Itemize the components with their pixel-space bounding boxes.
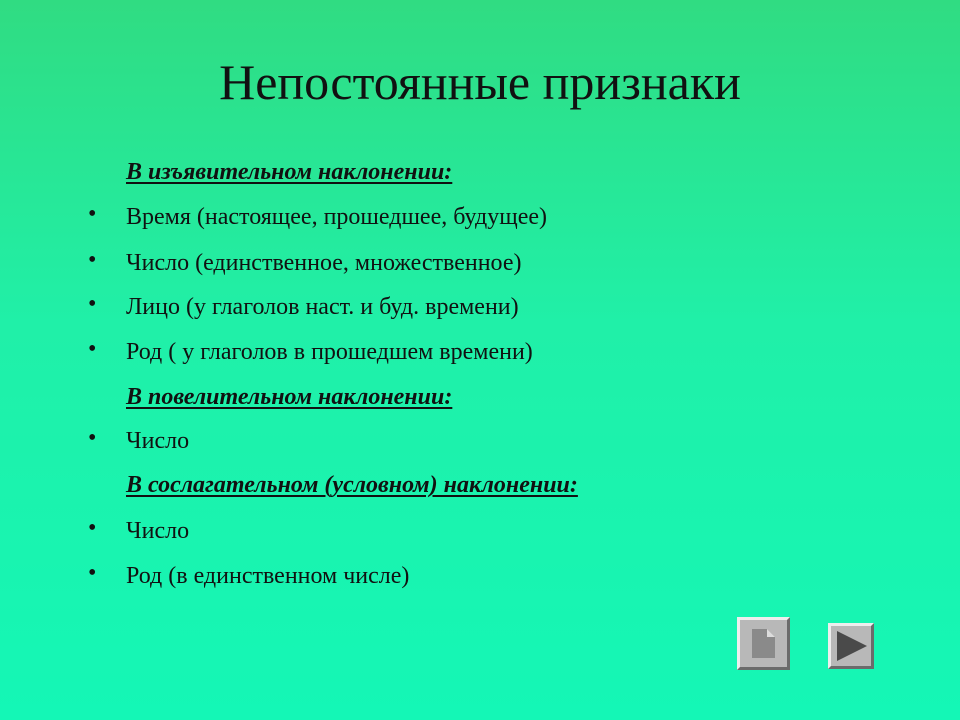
list-item xyxy=(0,202,900,238)
section-heading-imperative: В повелительном наклонении: xyxy=(126,384,453,410)
list-item-text: Число xyxy=(126,518,190,544)
list-item xyxy=(0,561,900,597)
list-item xyxy=(0,292,900,328)
list-item xyxy=(0,426,900,462)
play-arrow-icon xyxy=(831,626,871,666)
bullet-icon: • xyxy=(88,560,97,586)
section-heading-subjunctive: В сослагательном (условном) наклонении: xyxy=(126,472,578,498)
list-item-text: Время (настоящее, прошедшее, будущее) xyxy=(126,204,547,230)
list-item-text: Род (в единственном числе) xyxy=(126,563,410,589)
bullet-icon: • xyxy=(88,336,97,362)
list-item xyxy=(0,248,900,284)
list-item xyxy=(0,516,900,552)
list-item-text: Число xyxy=(126,428,190,454)
bullet-icon: • xyxy=(88,201,97,227)
slide-title: Непостоянные признаки xyxy=(219,54,741,110)
section-heading-indicative: В изъявительном наклонении: xyxy=(126,159,453,185)
list-item xyxy=(0,337,900,373)
bullet-icon: • xyxy=(88,515,97,541)
bullet-icon: • xyxy=(88,291,97,317)
list-item-text: Лицо (у глаголов наст. и буд. времени) xyxy=(126,294,519,320)
bullet-icon: • xyxy=(88,247,97,273)
next-slide-button[interactable] xyxy=(828,623,874,669)
bullet-icon: • xyxy=(88,425,97,451)
list-item-text: Род ( у глаголов в прошедшем времени) xyxy=(126,339,533,365)
document-icon xyxy=(740,620,787,667)
document-button[interactable] xyxy=(737,617,790,670)
list-item-text: Число (единственное, множественное) xyxy=(126,250,522,276)
